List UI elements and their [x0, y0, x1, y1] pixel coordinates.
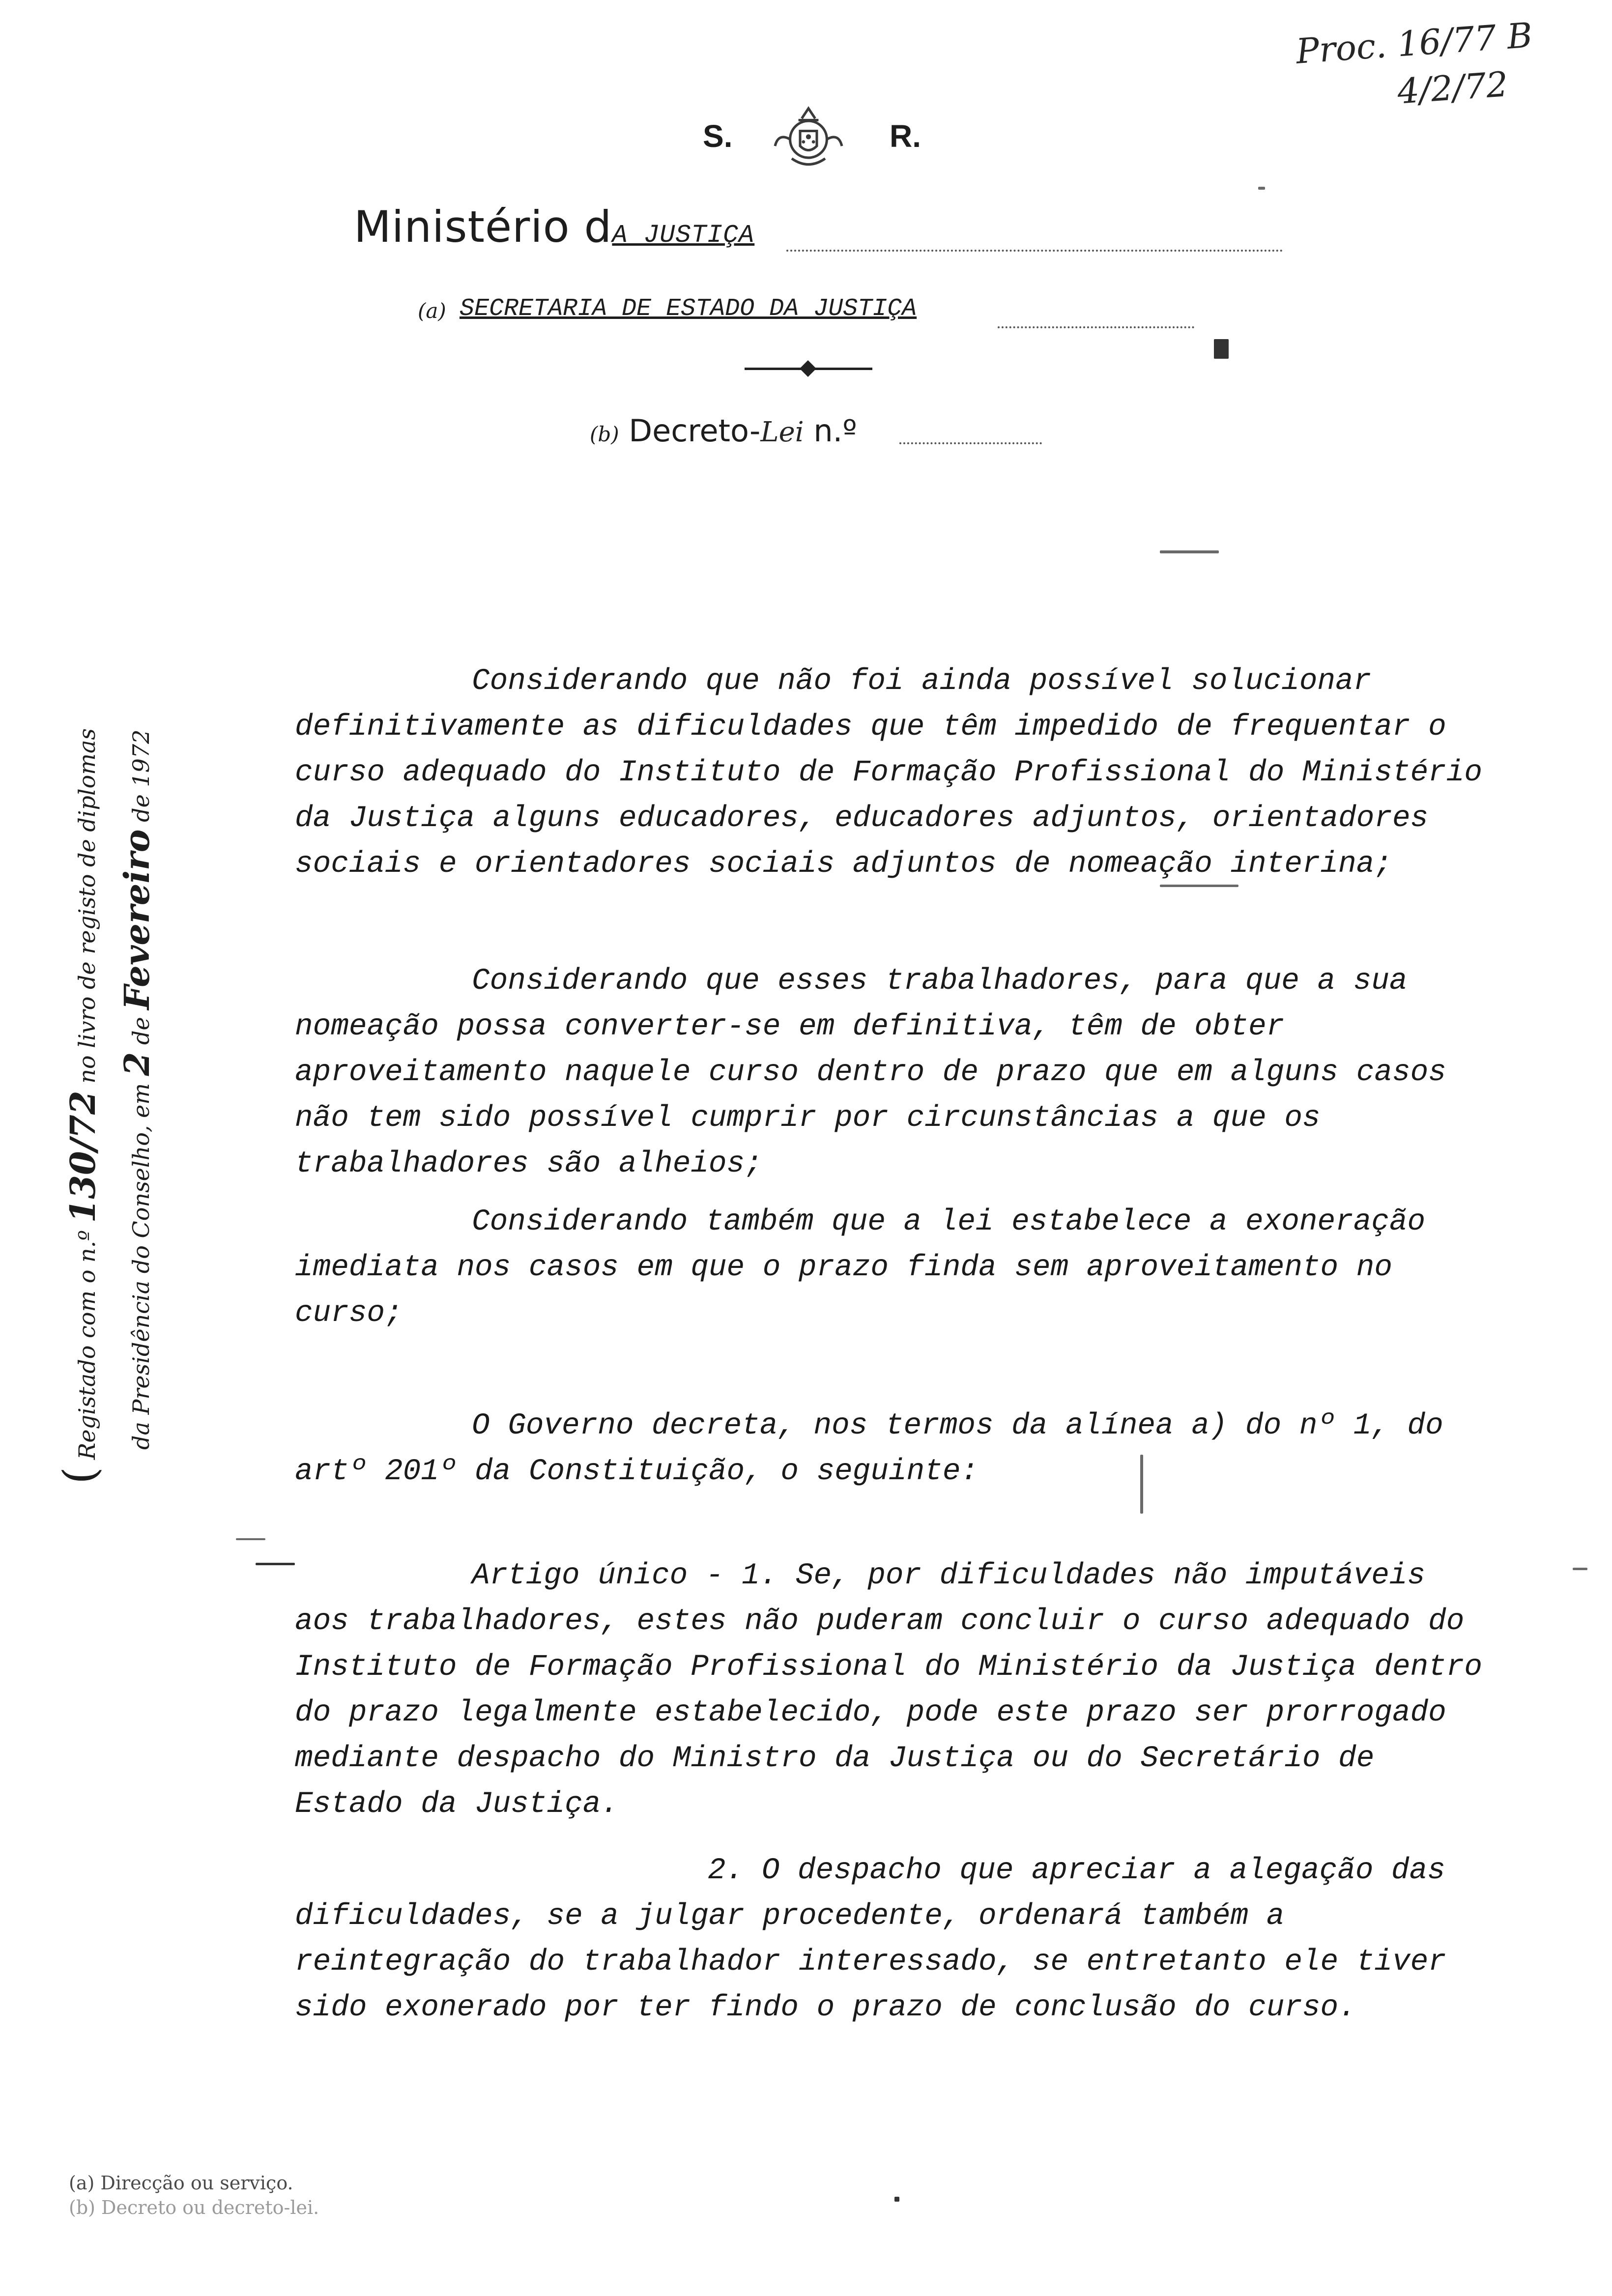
coat-of-arms-icon	[767, 93, 850, 177]
annotation-process-number: Proc. 16/77 B	[1295, 15, 1534, 72]
registration-text-d: de	[128, 1017, 154, 1045]
decree-number-dotted-line	[899, 442, 1042, 444]
registration-margin-note	[54, 728, 157, 1484]
decree-intro-paragraph	[295, 1403, 1494, 1494]
secretaria-marker: (a)	[418, 299, 446, 323]
decree-label	[590, 413, 857, 449]
registration-text-c: da Presidência do Conselho, em	[128, 1083, 154, 1450]
letter-s: S.	[703, 118, 733, 154]
registration-text-b: no livro de registo de diplomas	[74, 728, 100, 1084]
registration-day: 2	[116, 1052, 157, 1076]
handwritten-annotation	[1295, 11, 1537, 122]
paragraph-text: O Governo decreta, nos termos da alínea a) do nº 1, do artº 201º da Constituição, o seguinte:	[295, 1409, 1443, 1489]
secretaria-dotted-line	[998, 326, 1194, 328]
annotation-date: 4/2/72	[1396, 64, 1510, 112]
ministry-heading	[354, 201, 754, 252]
article-paragraph-1	[295, 1553, 1494, 1827]
preamble-paragraph-1	[295, 659, 1494, 887]
decree-marker: (b)	[590, 422, 619, 446]
preamble-paragraph-2	[295, 958, 1494, 1187]
paragraph-text: Considerando também que a lei estabelece a exoneração imediata nos casos em que o prazo finda sem aproveitamento no curso;	[295, 1205, 1426, 1330]
scan-speck	[1573, 1568, 1587, 1570]
article-paragraph-2	[295, 1848, 1494, 2031]
footnote-b: (b) Decreto ou decreto-lei.	[69, 2197, 319, 2218]
letter-r: R.	[890, 118, 921, 154]
decree-label-lei: Lei	[760, 416, 804, 448]
registration-text-a: Registado com o n.º	[74, 1230, 100, 1460]
ministry-dotted-line	[786, 250, 1283, 252]
footnote-a: (a) Direcção ou serviço.	[69, 2172, 293, 2194]
paragraph-text: Considerando que não foi ainda possível solucionar definitivamente as dificuldades que têm impedido de frequentar o curso adequado do Instituto de Formação Profissional do Ministério da Justiça alguns educadores, educadores adjuntos, orientadores sociais e orientadores sociais adjuntos de nomeação interina;	[295, 664, 1482, 881]
scan-speck	[1140, 1455, 1143, 1514]
ministry-name: A JUSTIÇA	[612, 221, 755, 250]
registration-text-e: de 1972	[128, 729, 154, 822]
scan-speck	[1160, 885, 1238, 887]
paragraph-text: Artigo único - 1. Se, por dificuldades não imputáveis aos trabalhadores, estes não puderam concluir o curso adequado do Instituto de Formação Profissional do Ministério da Justiça dentro do prazo legalmente estabelecido, pode este prazo ser prorrogado mediante despacho do Ministro da Justiça ou do Secretário de Estado da Justiça.	[295, 1559, 1482, 1821]
decree-label-word: Decreto-	[629, 413, 761, 449]
scan-speck	[894, 2197, 899, 2202]
preamble-paragraph-3	[295, 1199, 1494, 1336]
divider-ornament	[800, 360, 816, 377]
registration-line-2	[116, 728, 157, 1484]
paragraph-text: 2. O despacho que apreciar a alegação das dificuldades, se a julgar procedente, ordenará também a reintegração do trabalhador interessado, se entretanto ele tiver sido exonerado por ter findo o prazo de conclusão do curso.	[295, 1854, 1446, 2025]
registration-month: Fevereiro	[116, 829, 157, 1010]
scan-speck	[236, 1538, 265, 1540]
decree-label-number: n.º	[804, 413, 857, 449]
scan-speck	[1214, 339, 1229, 359]
scan-speck	[1160, 550, 1219, 553]
paragraph-text: Considerando que esses trabalhadores, para que a sua nomeação possa converter-se em definitiva, têm de obter aproveitamento naquele curso dentro de prazo que em alguns casos não tem sido possível cumprir por circunstâncias a que os trabalhadores são alheios;	[295, 964, 1446, 1181]
scan-speck	[1258, 187, 1265, 190]
ministry-prefix: Ministério d	[354, 201, 612, 252]
registration-line-1: ( Registado com o n.º 130/72 no livro de registo de diplomas	[54, 728, 106, 1484]
secretaria-name: SECRETARIA DE ESTADO DA JUSTIÇA	[460, 295, 917, 323]
registration-number: 130/72	[62, 1091, 103, 1223]
scan-speck	[256, 1563, 295, 1565]
